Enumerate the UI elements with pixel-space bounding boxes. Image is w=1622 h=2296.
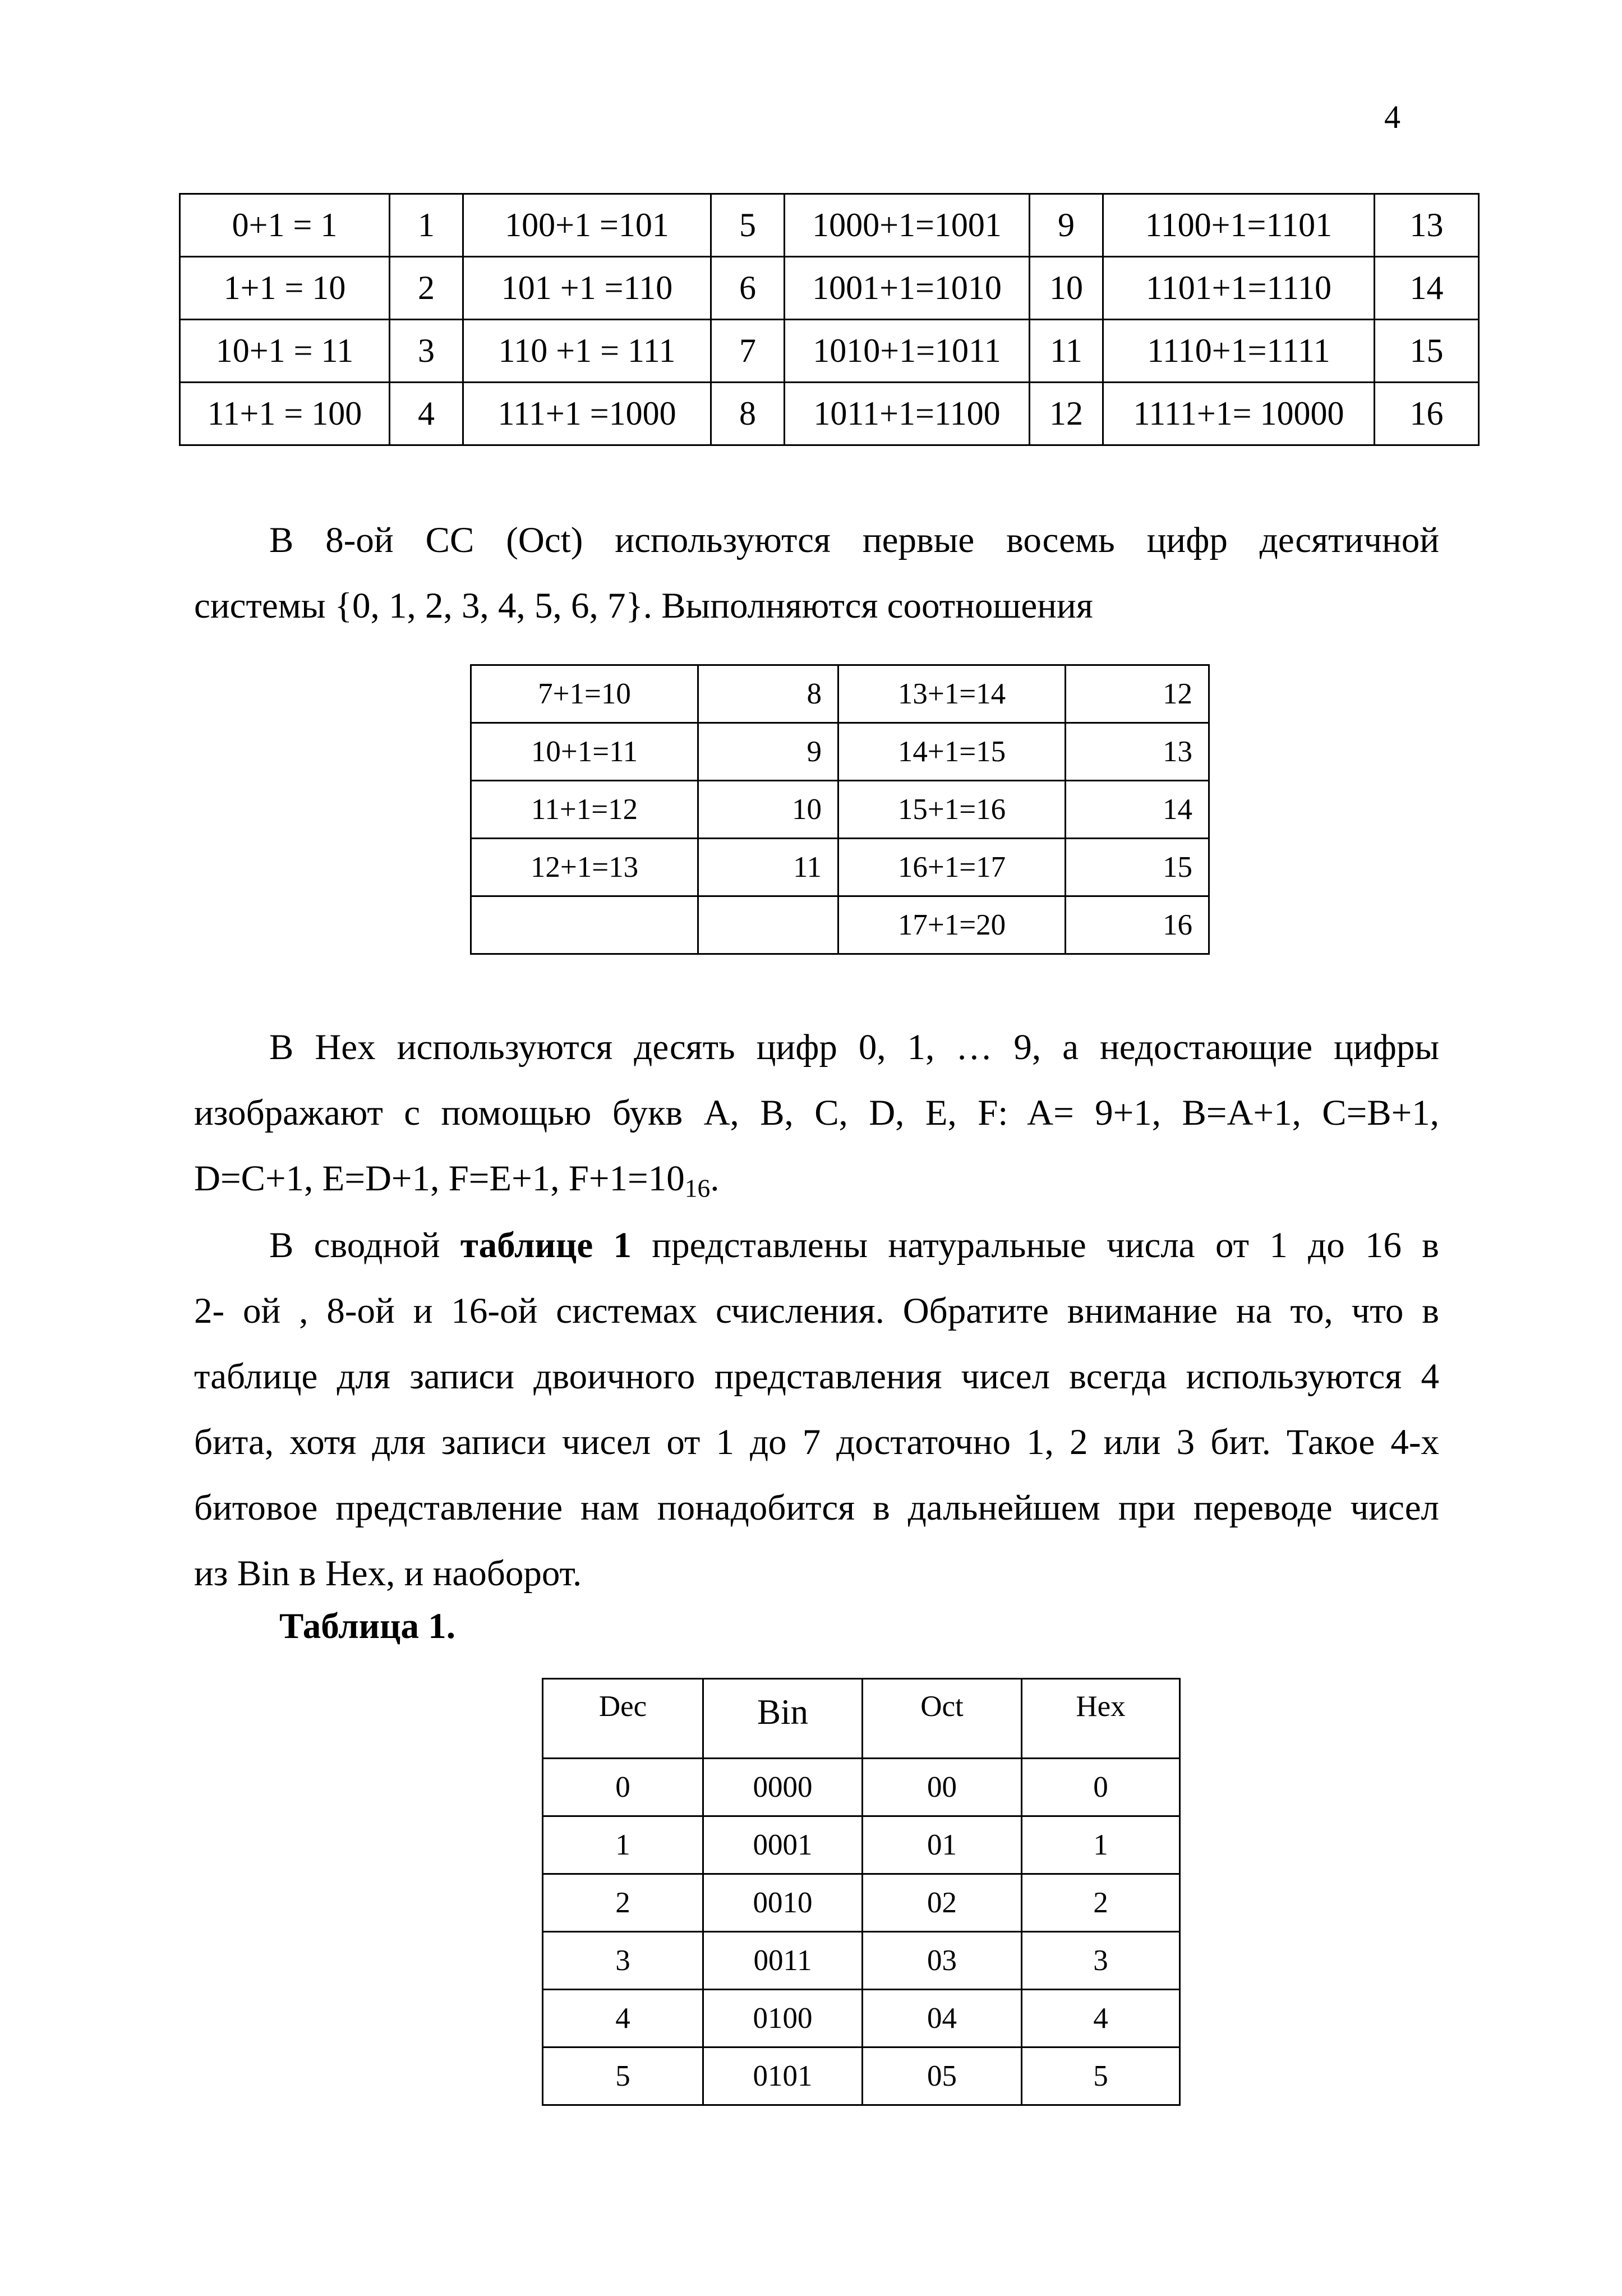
table-cell: 15+1=16 bbox=[838, 781, 1066, 839]
octal-paragraph bbox=[194, 508, 1439, 639]
table-cell: 16 bbox=[1066, 896, 1209, 954]
table-cell: 110 +1 = 111 bbox=[463, 320, 711, 383]
table-cell: 02 bbox=[863, 1874, 1022, 1932]
table-cell: 1000+1=1001 bbox=[785, 194, 1030, 257]
table-cell: 10 bbox=[1030, 257, 1103, 320]
table-cell: 3 bbox=[1022, 1932, 1180, 1990]
table-reference: таблице 1 bbox=[460, 1225, 632, 1266]
table-caption: Таблица 1. bbox=[279, 1606, 455, 1646]
table-cell: 1101+1=1110 bbox=[1103, 257, 1375, 320]
table-cell: 05 bbox=[863, 2047, 1022, 2105]
table-cell: 0000 bbox=[703, 1759, 863, 1816]
table-row bbox=[543, 2047, 1180, 2105]
table-cell: 1011+1=1100 bbox=[785, 383, 1030, 445]
table-cell: 3 bbox=[543, 1932, 703, 1990]
summary-paragraph-line: из Bin в Hex, и наоборот. bbox=[194, 1553, 582, 1594]
hex-paragraph-line: В Hex используются десять цифр 0, 1, … 9, а недостающие цифры bbox=[269, 1027, 1439, 1068]
table-cell: 12+1=13 bbox=[471, 839, 698, 896]
table-cell: 0100 bbox=[703, 1990, 863, 2047]
table-cell: 2 bbox=[1022, 1874, 1180, 1932]
table-cell: 0+1 = 1 bbox=[180, 194, 390, 257]
table-cell: 4 bbox=[390, 383, 463, 445]
octal-paragraph-line: системы {0, 1, 2, 3, 4, 5, 6, 7}. Выполняются соотношения bbox=[194, 586, 1093, 626]
summary-paragraph-line: таблице для записи двоичного представления чисел всегда используются 4 bbox=[194, 1356, 1439, 1397]
octal-paragraph-line: В 8-ой СС (Oct) используются первые восемь цифр десятичной bbox=[269, 520, 1439, 560]
table-cell: 1110+1=1111 bbox=[1103, 320, 1375, 383]
table-cell: 12 bbox=[1066, 665, 1209, 723]
table-row bbox=[471, 723, 1209, 781]
summary-paragraph-line: бита, хотя для записи чисел от 1 до 7 достаточно 1, 2 или 3 бит. Такое 4-х bbox=[194, 1422, 1439, 1462]
hex-paragraph-line bbox=[194, 1146, 1439, 1212]
hex-paragraph bbox=[194, 1015, 1439, 1212]
table-cell: 111+1 =1000 bbox=[463, 383, 711, 445]
table-cell: 2 bbox=[390, 257, 463, 320]
table-cell: 0011 bbox=[703, 1932, 863, 1990]
table-row bbox=[471, 839, 1209, 896]
table-row bbox=[471, 896, 1209, 954]
summary-text: представлены натуральные числа от 1 до 16 в bbox=[631, 1225, 1439, 1266]
table-cell: 4 bbox=[1022, 1990, 1180, 2047]
table-cell: 15 bbox=[1375, 320, 1479, 383]
table-cell: 5 bbox=[543, 2047, 703, 2105]
table-cell: 8 bbox=[711, 383, 785, 445]
table-cell: 1 bbox=[1022, 1816, 1180, 1874]
table-cell: 10 bbox=[698, 781, 838, 839]
table-cell: 01 bbox=[863, 1816, 1022, 1874]
table-row bbox=[543, 1874, 1180, 1932]
table-cell bbox=[471, 896, 698, 954]
table-cell: 14 bbox=[1066, 781, 1209, 839]
hex-paragraph-line: изображают с помощью букв A, B, C, D, E, F: A= 9+1, B=A+1, C=B+1, bbox=[194, 1093, 1439, 1133]
base-subscript: 16 bbox=[684, 1174, 711, 1203]
table-cell: 9 bbox=[698, 723, 838, 781]
table-cell: 0101 bbox=[703, 2047, 863, 2105]
table-cell: 13 bbox=[1066, 723, 1209, 781]
table-row bbox=[180, 320, 1479, 383]
header-row bbox=[543, 1679, 1180, 1759]
page-number: 4 bbox=[1384, 99, 1400, 135]
table-cell: 6 bbox=[711, 257, 785, 320]
table-cell: 13 bbox=[1375, 194, 1479, 257]
table-cell bbox=[698, 896, 838, 954]
binary-increment-table bbox=[179, 193, 1480, 446]
table-row bbox=[543, 1759, 1180, 1816]
table-cell: 16 bbox=[1375, 383, 1479, 445]
sentence-period: . bbox=[710, 1158, 720, 1199]
summary-paragraph-line: 2- ой , 8-ой и 16-ой системах счисления. Обратите внимание на то, что в bbox=[194, 1291, 1439, 1331]
table-cell: 1001+1=1010 bbox=[785, 257, 1030, 320]
table-cell: 4 bbox=[543, 1990, 703, 2047]
summary-paragraph-line: битовое представление нам понадобится в дальнейшем при переводе чисел bbox=[194, 1488, 1439, 1528]
header-bin: Bin bbox=[703, 1679, 863, 1759]
table-cell: 16+1=17 bbox=[838, 839, 1066, 896]
table-cell: 0010 bbox=[703, 1874, 863, 1932]
table-row bbox=[543, 1816, 1180, 1874]
table-cell: 13+1=14 bbox=[838, 665, 1066, 723]
table-cell: 12 bbox=[1030, 383, 1103, 445]
table-cell: 2 bbox=[543, 1874, 703, 1932]
table-cell: 04 bbox=[863, 1990, 1022, 2047]
table-cell: 3 bbox=[390, 320, 463, 383]
table-cell: 5 bbox=[1022, 2047, 1180, 2105]
table-cell: 10+1 = 11 bbox=[180, 320, 390, 383]
table-row bbox=[471, 665, 1209, 723]
table-cell: 7 bbox=[711, 320, 785, 383]
table-cell: 100+1 =101 bbox=[463, 194, 711, 257]
table-cell: 0001 bbox=[703, 1816, 863, 1874]
summary-text: В сводной bbox=[269, 1225, 460, 1266]
table-cell: 17+1=20 bbox=[838, 896, 1066, 954]
table-cell: 101 +1 =110 bbox=[463, 257, 711, 320]
table-cell: 5 bbox=[711, 194, 785, 257]
table-cell: 1 bbox=[543, 1816, 703, 1874]
table-row bbox=[180, 257, 1479, 320]
table-cell: 1111+1= 10000 bbox=[1103, 383, 1375, 445]
table-cell: 7+1=10 bbox=[471, 665, 698, 723]
table-cell: 14+1=15 bbox=[838, 723, 1066, 781]
summary-paragraph bbox=[194, 1213, 1439, 1607]
table-cell: 14 bbox=[1375, 257, 1479, 320]
table-cell: 03 bbox=[863, 1932, 1022, 1990]
octal-increment-table bbox=[470, 664, 1210, 955]
header-hex: Hex bbox=[1022, 1679, 1180, 1759]
table-cell: 0 bbox=[543, 1759, 703, 1816]
table-cell: 9 bbox=[1030, 194, 1103, 257]
table-cell: 1100+1=1101 bbox=[1103, 194, 1375, 257]
number-systems-table bbox=[542, 1678, 1181, 2106]
table-row bbox=[543, 1932, 1180, 1990]
header-dec: Dec bbox=[543, 1679, 703, 1759]
table-cell: 11 bbox=[698, 839, 838, 896]
table-row bbox=[180, 194, 1479, 257]
table-row bbox=[543, 1990, 1180, 2047]
table-cell: 10+1=11 bbox=[471, 723, 698, 781]
summary-paragraph-line bbox=[194, 1213, 1439, 1278]
table-cell: 11 bbox=[1030, 320, 1103, 383]
table-cell: 1+1 = 10 bbox=[180, 257, 390, 320]
table-row bbox=[180, 383, 1479, 445]
header-oct: Oct bbox=[863, 1679, 1022, 1759]
table-cell: 11+1 = 100 bbox=[180, 383, 390, 445]
table-cell: 11+1=12 bbox=[471, 781, 698, 839]
table-cell: 1 bbox=[390, 194, 463, 257]
table-cell: 0 bbox=[1022, 1759, 1180, 1816]
table-cell: 1010+1=1011 bbox=[785, 320, 1030, 383]
table-row bbox=[471, 781, 1209, 839]
table-cell: 8 bbox=[698, 665, 838, 723]
table-cell: 15 bbox=[1066, 839, 1209, 896]
table-cell: 00 bbox=[863, 1759, 1022, 1816]
hex-equation-text: D=C+1, E=D+1, F=E+1, F+1=10 bbox=[194, 1158, 685, 1199]
